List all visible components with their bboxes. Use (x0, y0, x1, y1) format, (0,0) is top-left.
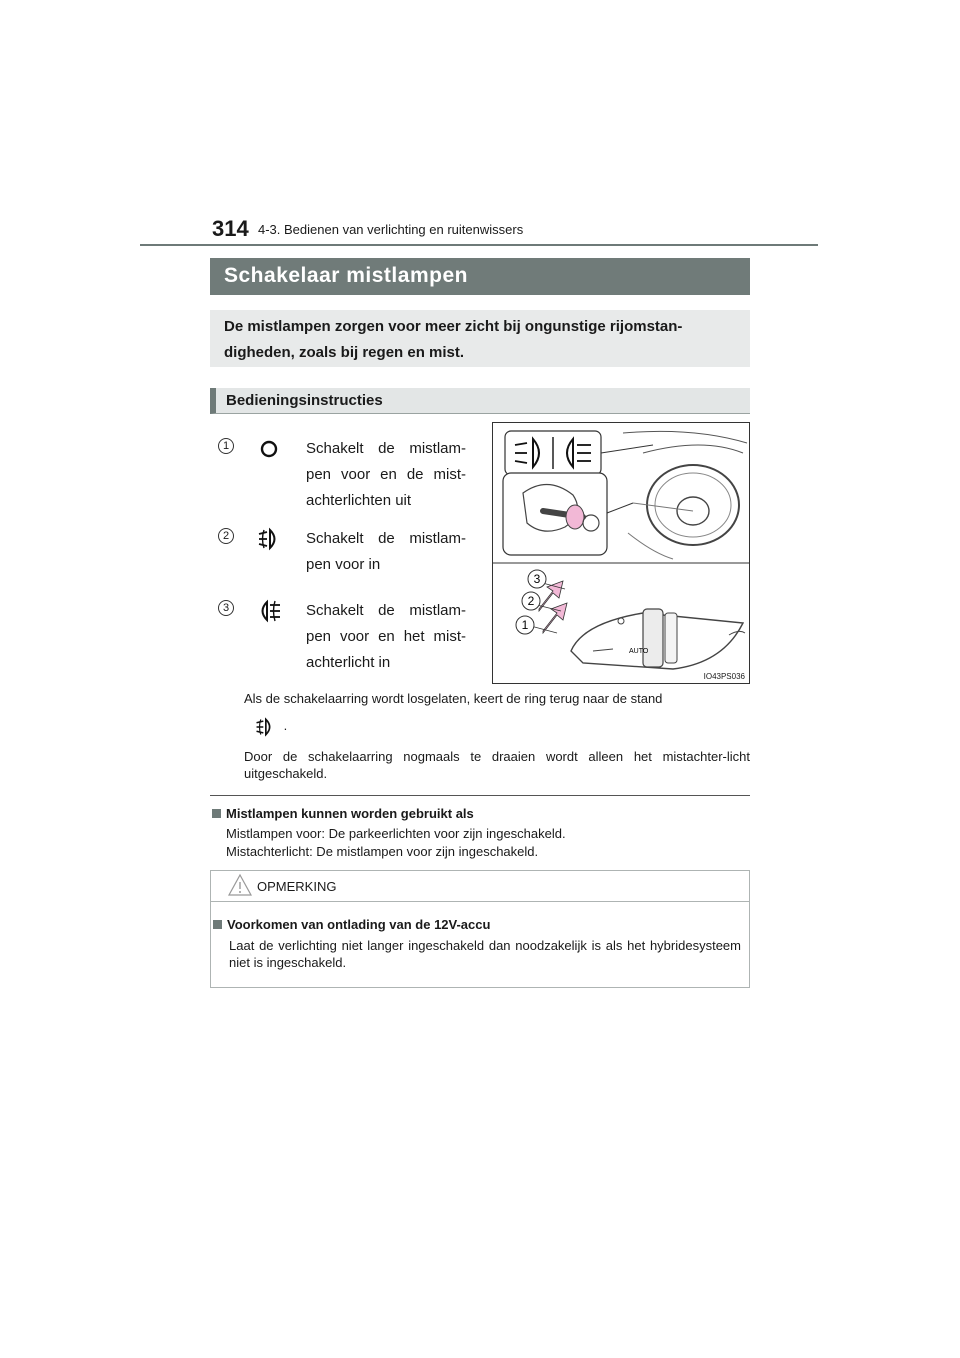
step-text: Schakelt de mistlam-pen voor en het mist-achterlicht in (306, 602, 466, 671)
auto-marking: AUTO (629, 648, 649, 655)
notice-title-row (213, 917, 490, 932)
note-period: . (283, 718, 288, 734)
note-rear-fog-off: Door de schakelaarring nogmaals te draaien wordt alleen het mistachter-licht uitgeschakeld. (244, 749, 750, 781)
instructions-header: Bedieningsinstructies (210, 388, 750, 414)
off-circle-icon (256, 436, 282, 462)
notice-label: OPMERKING (257, 879, 337, 894)
usage-line-front: Mistlampen voor: De parkeerlichten voor zijn ingeschakeld. (226, 826, 566, 841)
svg-text:2: 2 (527, 594, 535, 608)
usage-heading (212, 806, 474, 821)
svg-text:3: 3 (533, 572, 541, 586)
step-number: 3 (218, 600, 234, 616)
step-number: 1 (218, 438, 234, 454)
usage-title: Mistlampen kunnen worden gebruikt als (226, 806, 474, 821)
bullet-square-icon (212, 809, 221, 818)
header-rule (140, 244, 818, 246)
notice-body: Laat de verlichting niet langer ingeschakeld dan noodzakelijk is als het hybridesysteem niet is ingeschakeld. (229, 938, 741, 970)
section-title: Schakelaar mistlampen (210, 258, 750, 295)
callout-3 (528, 570, 546, 588)
svg-text:1: 1 (521, 618, 529, 632)
page-number: 314 (212, 216, 249, 241)
notice-title: Voorkomen van ontlading van de 12V-accu (227, 917, 491, 932)
illustration-drawing (493, 423, 749, 683)
step-text: Schakelt de mistlam-pen voor en de mist-achterlichten uit (306, 440, 466, 509)
intro-box: De mistlampen zorgen voor meer zicht bij ongunstige rijomstan-digheden, zoals bij regen en mist. (210, 310, 750, 367)
warning-triangle-icon (227, 873, 253, 897)
step-number: 2 (218, 528, 234, 544)
usage-line-rear: Mistachterlicht: De mistlampen voor zijn ingeschakeld. (226, 844, 539, 859)
front-fog-icon (256, 526, 282, 552)
figure-code: IO43PS036 (703, 672, 745, 681)
rear-fog-icon (256, 598, 282, 624)
chapter-heading: 4-3. Bedienen van verlichting en ruitenwissers (258, 222, 524, 237)
bullet-square-icon (213, 920, 222, 929)
notice-box (210, 870, 750, 988)
callout-1 (516, 616, 534, 634)
notice-header (211, 871, 749, 902)
fog-switch-illustration (492, 422, 750, 684)
callout-2 (522, 592, 540, 610)
separator-rule (210, 795, 750, 796)
front-fog-icon (254, 716, 276, 738)
note-ring-release-end (254, 716, 314, 738)
note-ring-release: Als de schakelaarring wordt losgelaten, keert de ring terug naar de stand (244, 691, 663, 706)
step-text: Schakelt de mistlam-pen voor in (306, 530, 466, 573)
